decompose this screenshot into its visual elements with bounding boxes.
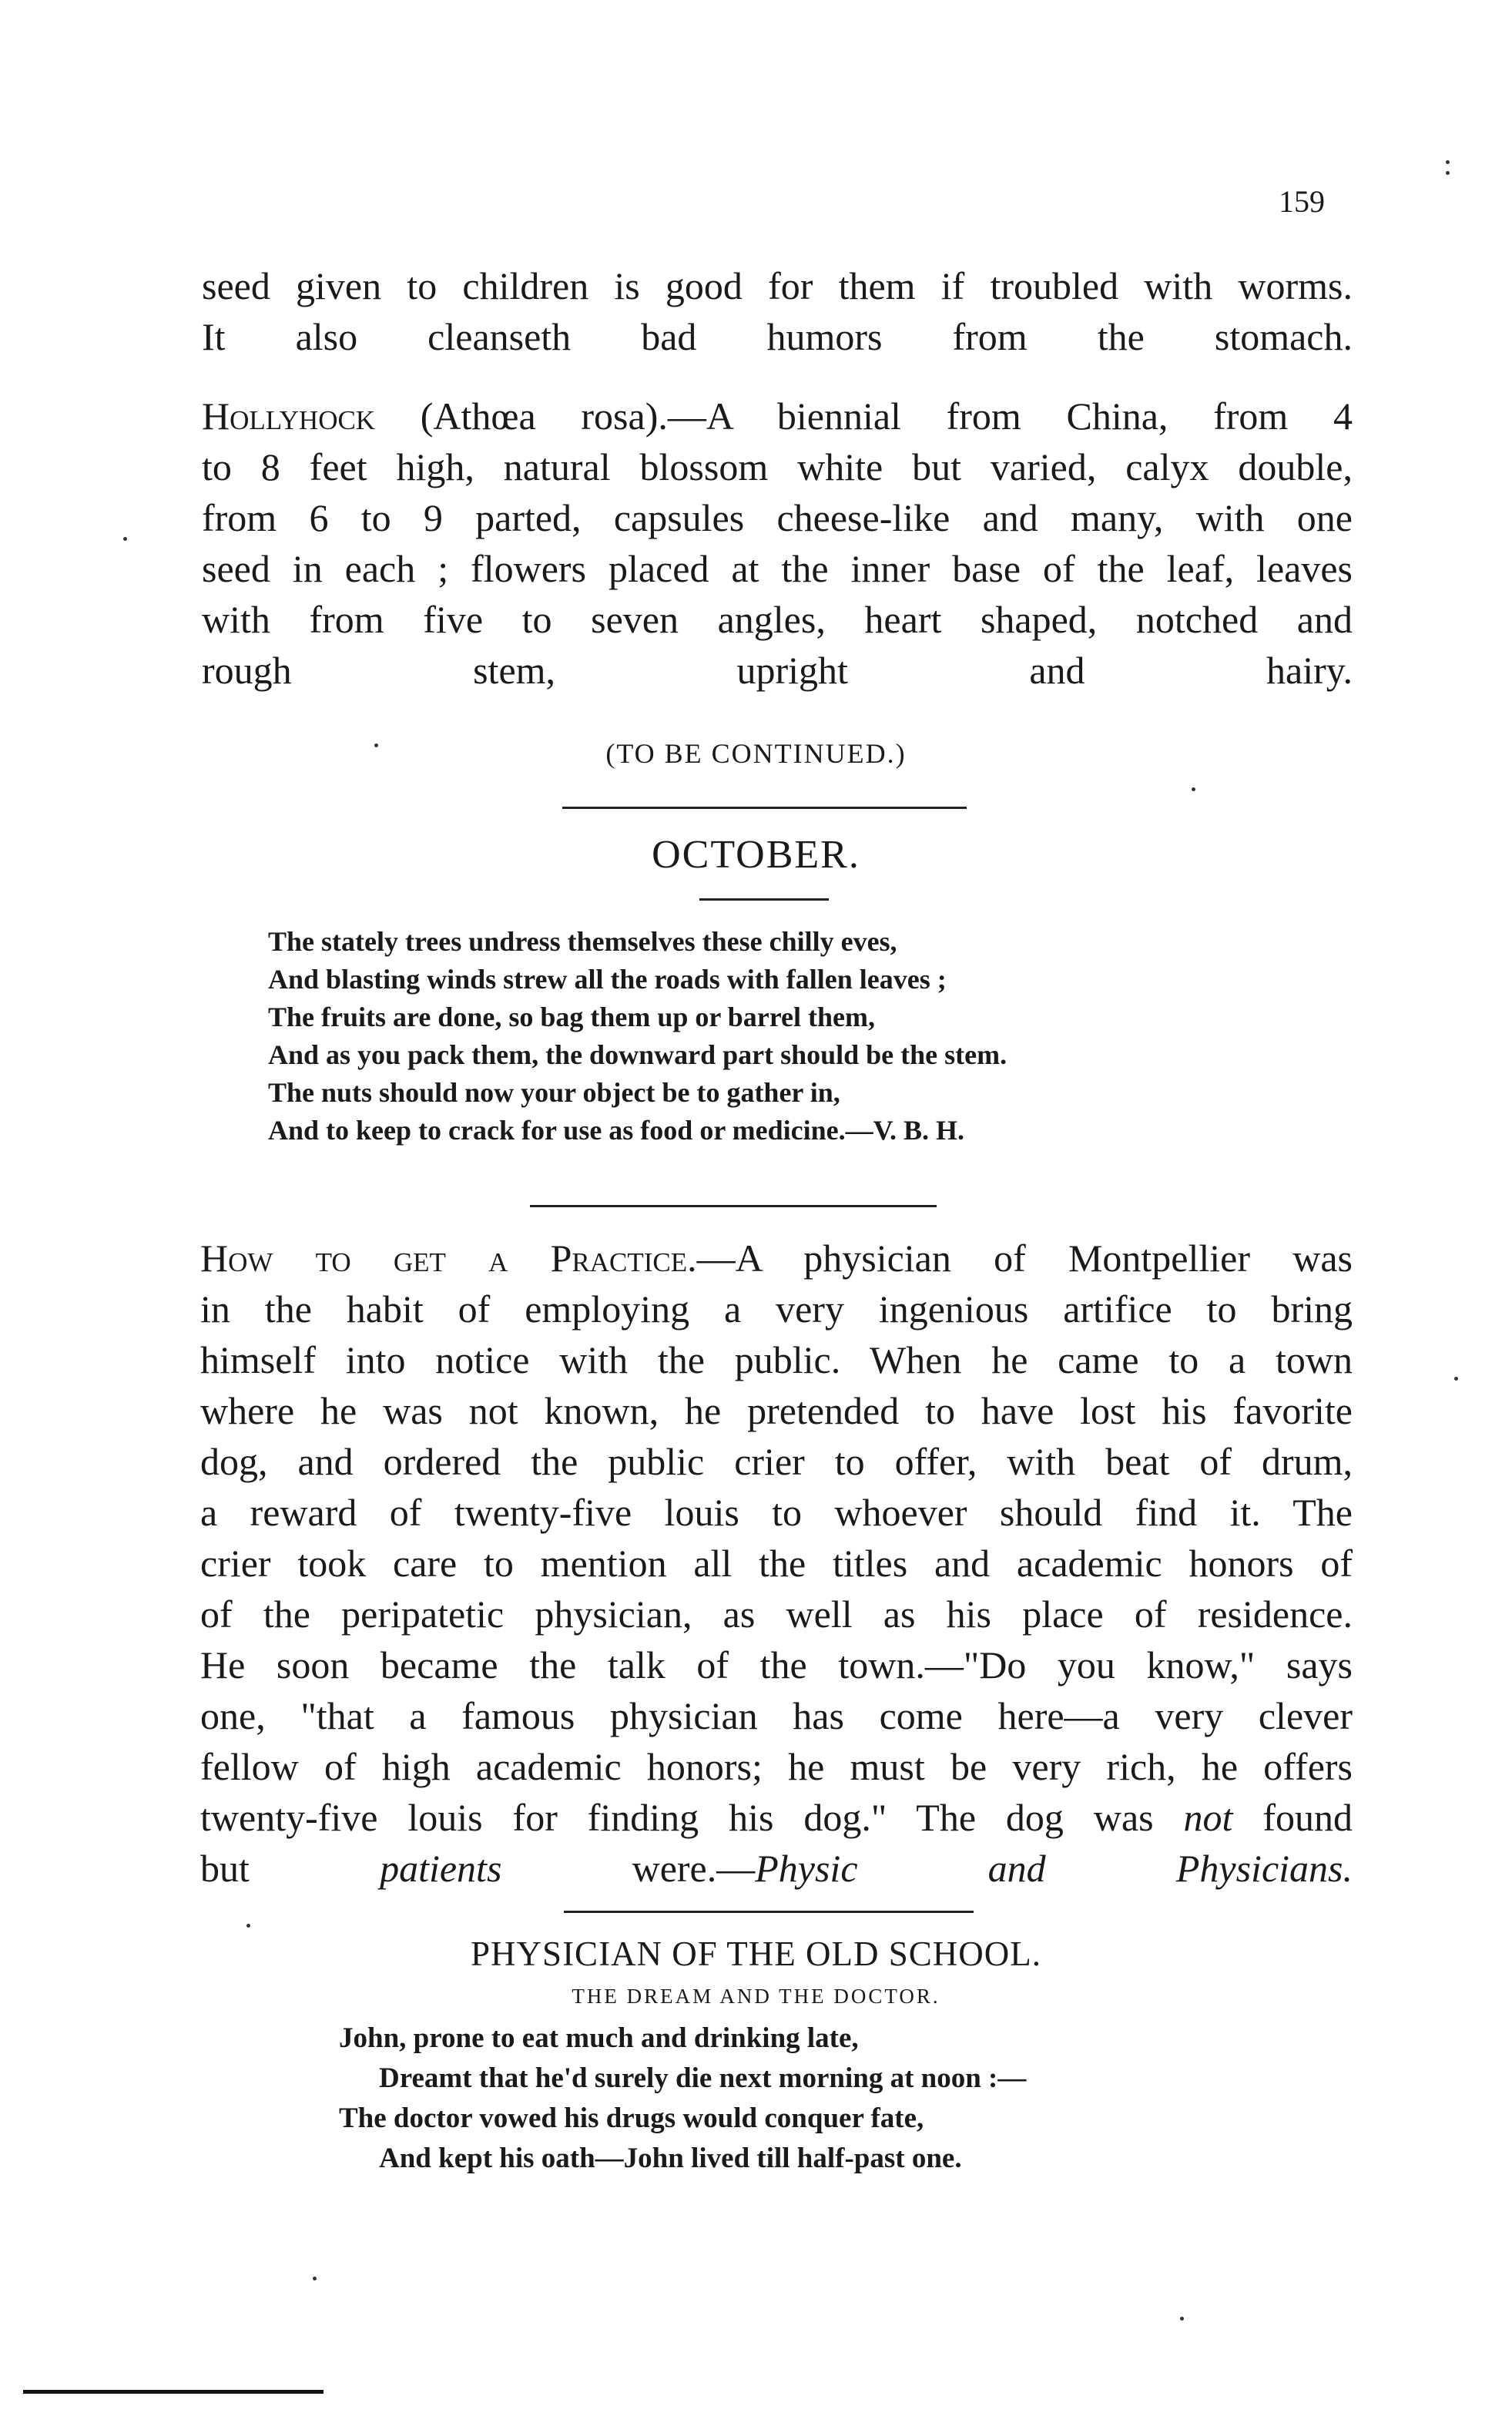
scan-speck	[246, 1924, 250, 1928]
text-line: It also cleanseth bad humors from the stomach.	[202, 315, 1353, 358]
text-line: twenty-five louis for finding his dog." The dog was	[200, 1796, 1154, 1839]
emphasis-patients: patients	[380, 1847, 502, 1890]
text-line: of the peripatetic physician, as well as his place of residence.	[200, 1592, 1353, 1636]
text-line: rough stem, upright and hairy.	[202, 649, 1353, 692]
poem-line: The doctor vowed his drugs would conquer fate,	[339, 2103, 924, 2134]
poem-line: And as you pack them, the downward part should be the stem.	[268, 1039, 1007, 1070]
divider-rule	[530, 1205, 937, 1207]
hollyhock-paragraph	[202, 391, 1353, 696]
poem-line: The fruits are done, so bag them up or barrel them,	[268, 1002, 875, 1032]
text-line: to 8 feet high, natural blossom white but varied, calyx double,	[202, 445, 1353, 488]
october-title: OCTOBER.	[652, 833, 860, 877]
intro-paragraph	[202, 260, 1353, 362]
divider-rule	[562, 807, 967, 809]
text-line: dog, and ordered the public crier to offer, with beat of drum,	[200, 1440, 1353, 1483]
source-citation: Physic and Physicians.	[755, 1847, 1353, 1890]
scan-speck	[313, 2277, 317, 2280]
poem-line: And to keep to crack for use as food or medicine.—V. B. H.	[268, 1115, 964, 1146]
text-line: (Athœa rosa).—A biennial from China, from 4	[375, 394, 1353, 438]
poem-line: And kept his oath—John lived till half-past one.	[379, 2143, 962, 2174]
old-school-title: PHYSICIAN OF THE OLD SCHOOL.	[471, 1935, 1041, 1973]
text-line: a reward of twenty-five louis to whoever should find it. The	[200, 1491, 1353, 1534]
text-line: seed given to children is good for them if troubled with worms.	[202, 264, 1353, 307]
divider-rule	[564, 1911, 974, 1913]
old-school-poem	[339, 2019, 1026, 2179]
scan-speck	[1454, 1377, 1458, 1381]
practice-heading: How to get a Practice.	[200, 1237, 697, 1280]
text-fragment: were.—	[501, 1847, 756, 1890]
scan-speck	[1180, 2317, 1184, 2321]
text-fragment: but	[200, 1847, 381, 1890]
text-line: with from five to seven angles, heart shaped, notched and	[202, 598, 1353, 641]
text-line: one, "that a famous physician has come here—a very clever	[200, 1694, 1353, 1737]
scan-speck	[1192, 787, 1195, 791]
text-line: from 6 to 9 parted, capsules cheese-like and many, with one	[202, 496, 1353, 539]
poem-line: The stately trees undress themselves these chilly eves,	[268, 926, 897, 957]
to-be-continued: (TO BE CONTINUED.)	[605, 738, 907, 769]
scan-speck	[1446, 160, 1450, 164]
october-poem	[268, 923, 1007, 1149]
text-line: —A physician of Montpellier was	[696, 1237, 1353, 1280]
text-line: where he was not known, he pretended to have lost his favorite	[200, 1389, 1353, 1432]
text-line: fellow of high academic honors; he must be very rich, he offers	[200, 1745, 1353, 1788]
title-underline	[699, 898, 829, 901]
text-fragment: found	[1232, 1796, 1353, 1839]
scan-edge-mark	[23, 2390, 324, 2394]
text-line: himself into notice with the public. When he came to a town	[200, 1338, 1353, 1381]
page-number: 159	[1279, 184, 1325, 219]
text-line: crier took care to mention all the titles and academic honors of	[200, 1542, 1353, 1585]
poem-line: Dreamt that he'd surely die next morning at noon :—	[379, 2062, 1027, 2094]
text-line: seed in each ; flowers placed at the inner base of the leaf, leaves	[202, 547, 1353, 590]
practice-paragraph	[200, 1233, 1353, 1894]
scan-speck	[374, 743, 378, 747]
text-line: in the habit of employing a very ingenious artifice to bring	[200, 1287, 1353, 1331]
scan-speck	[123, 537, 127, 541]
old-school-subtitle: THE DREAM AND THE DOCTOR.	[572, 1985, 940, 2008]
hollyhock-heading: Hollyhock	[202, 394, 376, 438]
poem-line: And blasting winds strew all the roads with fallen leaves ;	[268, 964, 947, 995]
emphasis-not: not	[1183, 1796, 1233, 1839]
poem-line: John, prone to eat much and drinking late,	[339, 2022, 859, 2054]
scan-speck	[1446, 171, 1450, 175]
text-line: He soon became the talk of the town.—"Do you know," says	[200, 1643, 1353, 1686]
poem-line: The nuts should now your object be to gather in,	[268, 1077, 840, 1108]
